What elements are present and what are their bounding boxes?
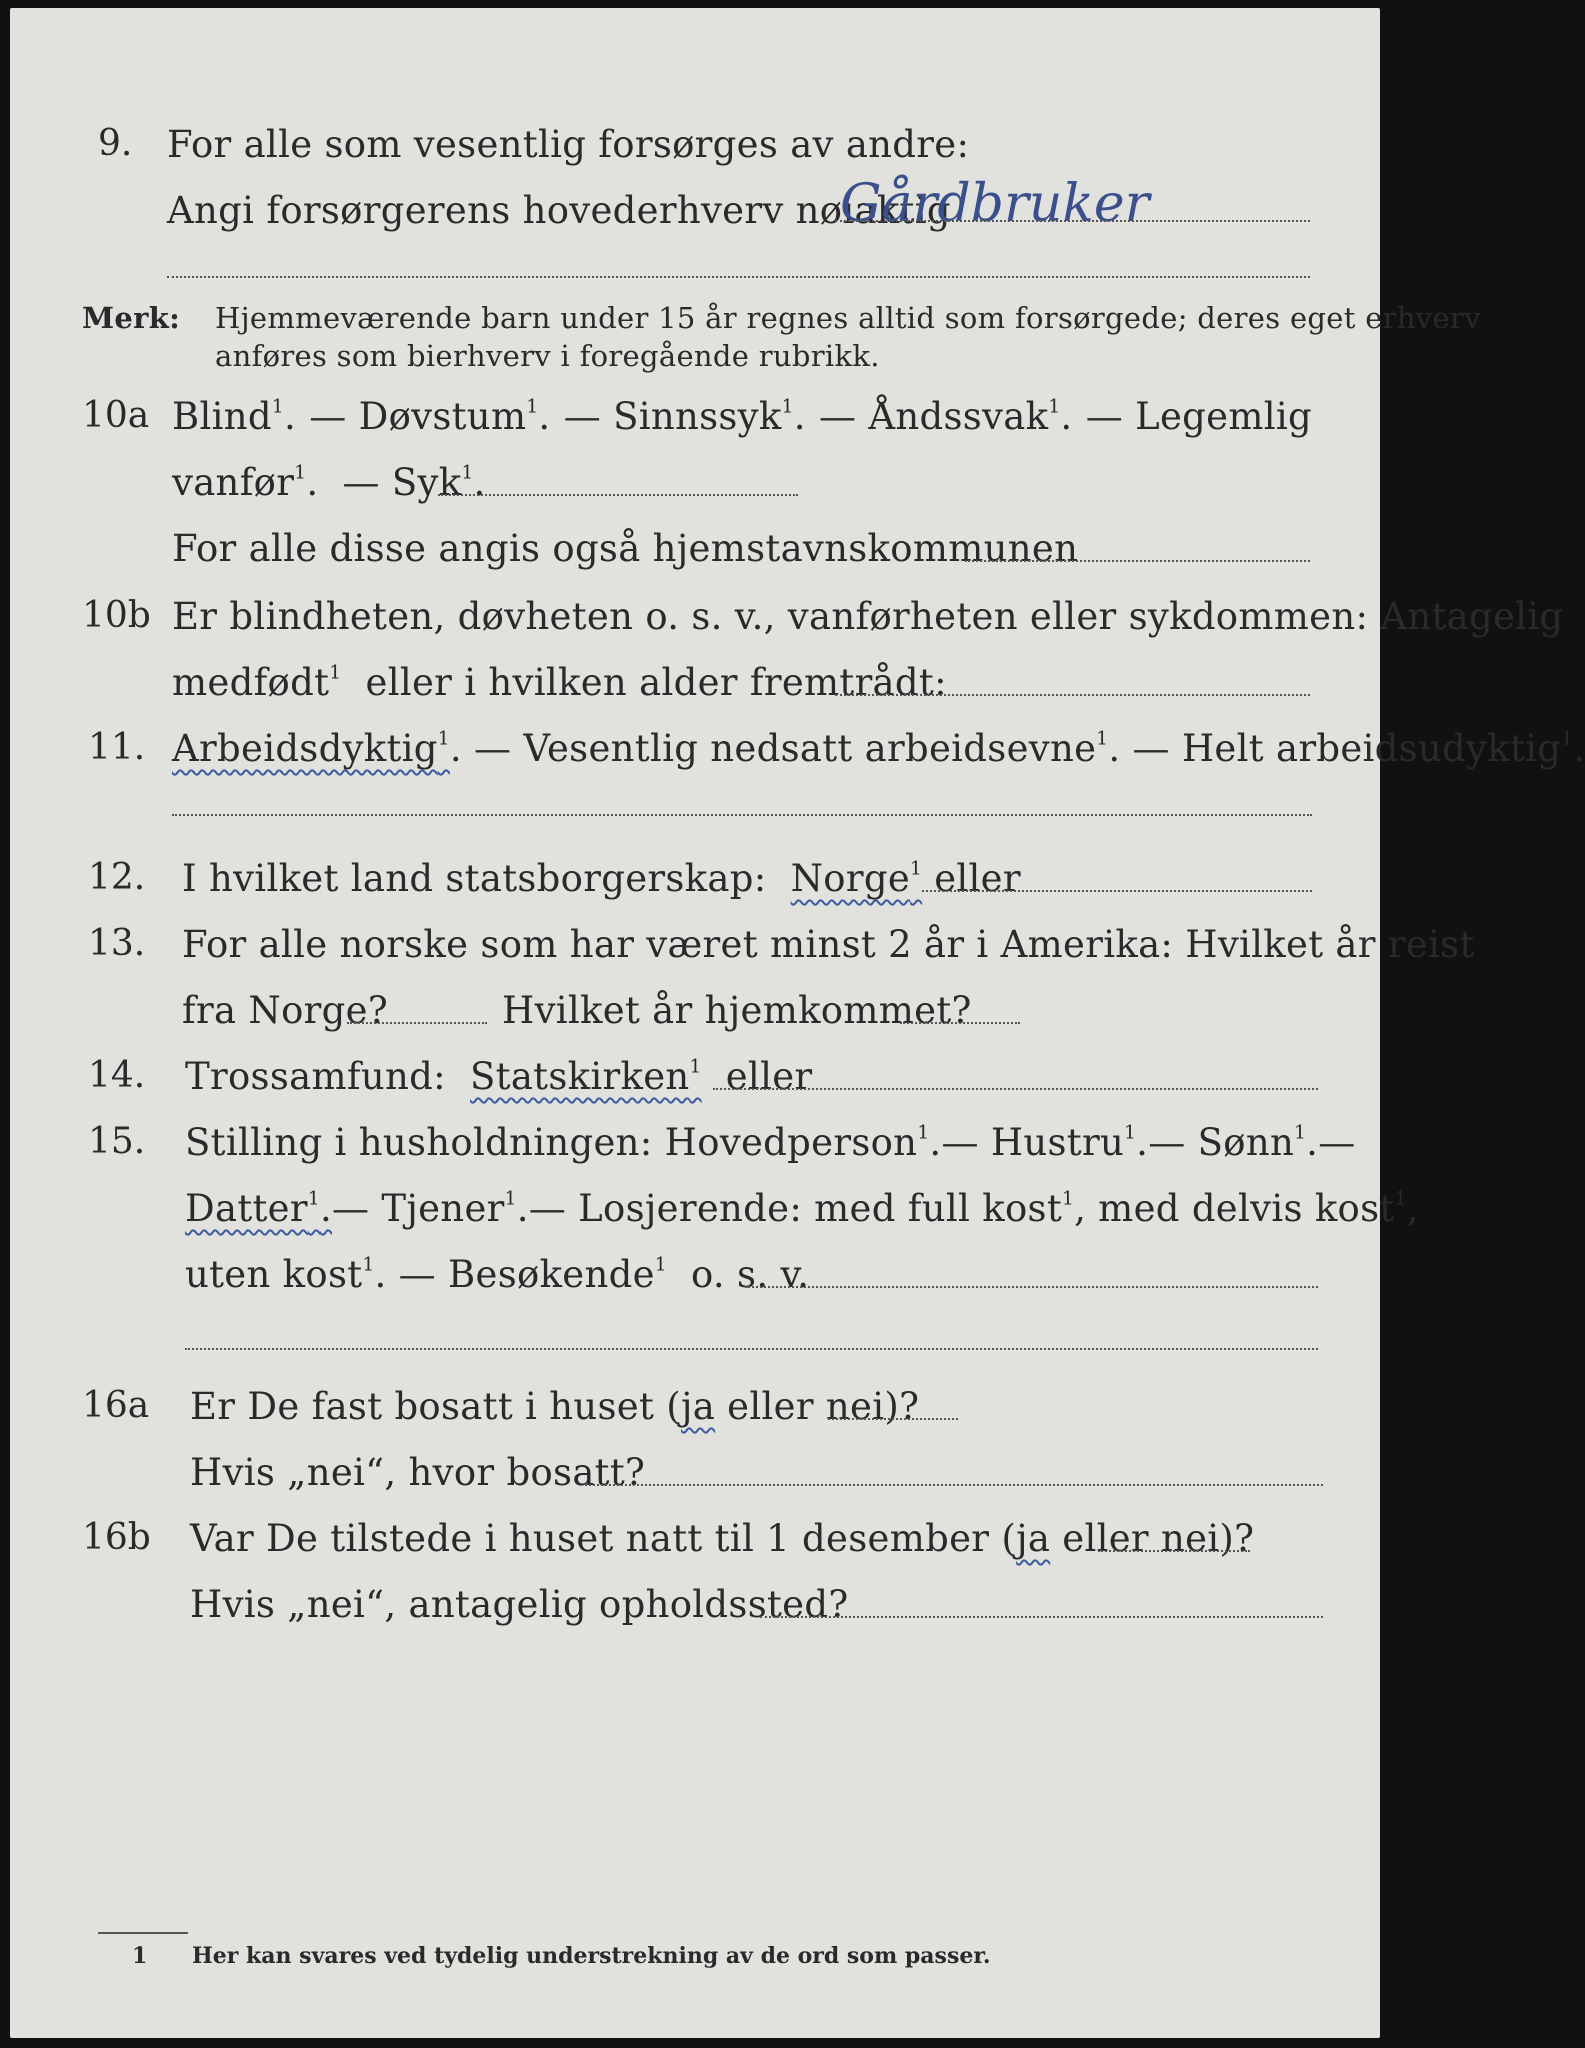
- census-form-page: [10, 8, 1585, 2038]
- q15-extra-line: [185, 1348, 1318, 1350]
- q10a-syk-line: [438, 494, 798, 496]
- q11-line1: Arbeidsdyktig$^1$. — Vesentlig nedsatt arbeidsevne$^1$. — Helt arbeidsudyktig$^1$.: [172, 727, 1585, 770]
- q13-number: 13.: [88, 923, 146, 964]
- q10b-line1: Er blindheten, døvheten o. s. v., vanførheten eller sykdommen: Antagelig: [172, 595, 1564, 638]
- footnote-rule: [98, 1932, 188, 1934]
- q15-hovedperson: Stilling i husholdningen: Hovedperson$^1$.: [185, 1121, 942, 1164]
- q15-number: 15.: [88, 1121, 146, 1162]
- q14-number: 14.: [88, 1055, 146, 1096]
- footnote-mark: 1: [132, 1943, 148, 1969]
- q16a-bosatt-line: [585, 1484, 1323, 1486]
- q10a-number: 10a: [82, 395, 150, 436]
- q14-line: Trossamfund: Statskirken$^1$ eller: [185, 1055, 813, 1098]
- q15-dash: —: [1318, 1121, 1356, 1164]
- q10b-number: 10b: [82, 595, 151, 636]
- q9-handwritten-answer: Gårdbruker: [840, 174, 1150, 234]
- q12-line: I hvilket land statsborgerskap: Norge$^1$ eller: [182, 857, 1021, 900]
- q15-full-kost: — Losjerende: med full kost$^1$, med delvis kost$^1$,: [528, 1187, 1419, 1230]
- q10b-answer-line: [835, 694, 1310, 696]
- q15-line2: [185, 1187, 1419, 1230]
- q11-extra-line: [172, 814, 1312, 816]
- q11-number: 11.: [88, 727, 146, 768]
- merk-line2: anføres som bierhverv i foregående rubrikk.: [215, 339, 880, 373]
- q10a-sinnssyk: — Sinnssyk$^1$.: [563, 395, 806, 438]
- q15-sonn: — Sønn$^1$.: [1148, 1121, 1319, 1164]
- q9-line1: For alle som vesentlig forsørges av andre:: [167, 123, 970, 166]
- q12-answer-line: [922, 890, 1312, 892]
- q10a-line1: [172, 395, 1312, 438]
- q16a-number: 16a: [82, 1385, 150, 1426]
- q15-answer-line: [745, 1286, 1318, 1288]
- q9-answer-line: [835, 220, 1310, 222]
- q15-line3: uten kost$^1$. — Besøkende$^1$ o. s. v.: [185, 1253, 810, 1296]
- q16a-ja-underlined: ja: [680, 1385, 716, 1428]
- q12-norge-underlined: Norge$^1$: [790, 857, 923, 900]
- q11-arbeidsdyktig-underlined: Arbeidsdyktig$^1$: [172, 727, 450, 770]
- q14-answer-line: [713, 1088, 1318, 1090]
- q10a-hjemstavn-line: [965, 560, 1310, 562]
- q16a-line2: Hvis „nei“, hvor bosatt?: [190, 1451, 646, 1494]
- q16b-answer-line: [1098, 1550, 1250, 1552]
- q10b-line2: medfødt$^1$ eller i hvilken alder fremtrådt:: [172, 661, 947, 704]
- q16b-opholdssted-line: [760, 1616, 1323, 1618]
- q16a-line1: Er De fast bosatt i huset (ja eller nei)?: [190, 1385, 920, 1428]
- q16a-answer-line: [828, 1418, 958, 1420]
- footnote-text: Her kan svares ved tydelig understrekning av de ord som passer.: [192, 1943, 991, 1969]
- q10a-line3: For alle disse angis også hjemstavnskommunen: [172, 527, 1079, 570]
- q15-line1: [185, 1121, 1356, 1164]
- q13-hjemkommet-line: [900, 1022, 1020, 1024]
- q9-extra-line: [167, 276, 1310, 278]
- q16b-ja-underlined: ja: [1016, 1517, 1051, 1560]
- q16b-line1: Var De tilstede i huset natt til 1 desember (ja eller nei)?: [190, 1517, 1255, 1560]
- q15-hustru: — Hustru$^1$.: [941, 1121, 1149, 1164]
- q10a-andssvak: — Åndssvak$^1$.: [818, 395, 1073, 438]
- q15-tjener: — Tjener$^1$.: [332, 1187, 529, 1230]
- q15-datter-underlined: Datter$^1$.: [185, 1187, 332, 1230]
- q10a-dovstum: — Døvstum$^1$.: [309, 395, 551, 438]
- q16b-line2: Hvis „nei“, antagelig opholdssted?: [190, 1583, 849, 1626]
- merk-line1: Hjemmeværende barn under 15 år regnes alltid som forsørgede; deres eget erhverv: [215, 301, 1481, 335]
- q13-line2a: fra Norge?: [182, 989, 388, 1032]
- q13-line2b: Hvilket år hjemkommet?: [502, 989, 972, 1032]
- q9-number: 9.: [98, 123, 133, 164]
- merk-label: Merk:: [82, 301, 181, 335]
- q16b-number: 16b: [82, 1517, 151, 1558]
- q10a-legemlig: — Legemlig: [1085, 395, 1312, 438]
- q10a-blind: Blind$^1$.: [172, 395, 297, 438]
- q13-reist-line: [347, 1022, 487, 1024]
- q10a-line2: vanfør$^1$. — Syk$^1$.: [172, 461, 486, 504]
- q13-line1: For alle norske som har været minst 2 år i Amerika: Hvilket år reist: [182, 923, 1475, 966]
- q14-statskirken-underlined: Statskirken$^1$: [470, 1055, 702, 1098]
- q12-number: 12.: [88, 857, 146, 898]
- q9-line2: Angi forsørgerens hovederhverv nøiaktig: [167, 189, 951, 232]
